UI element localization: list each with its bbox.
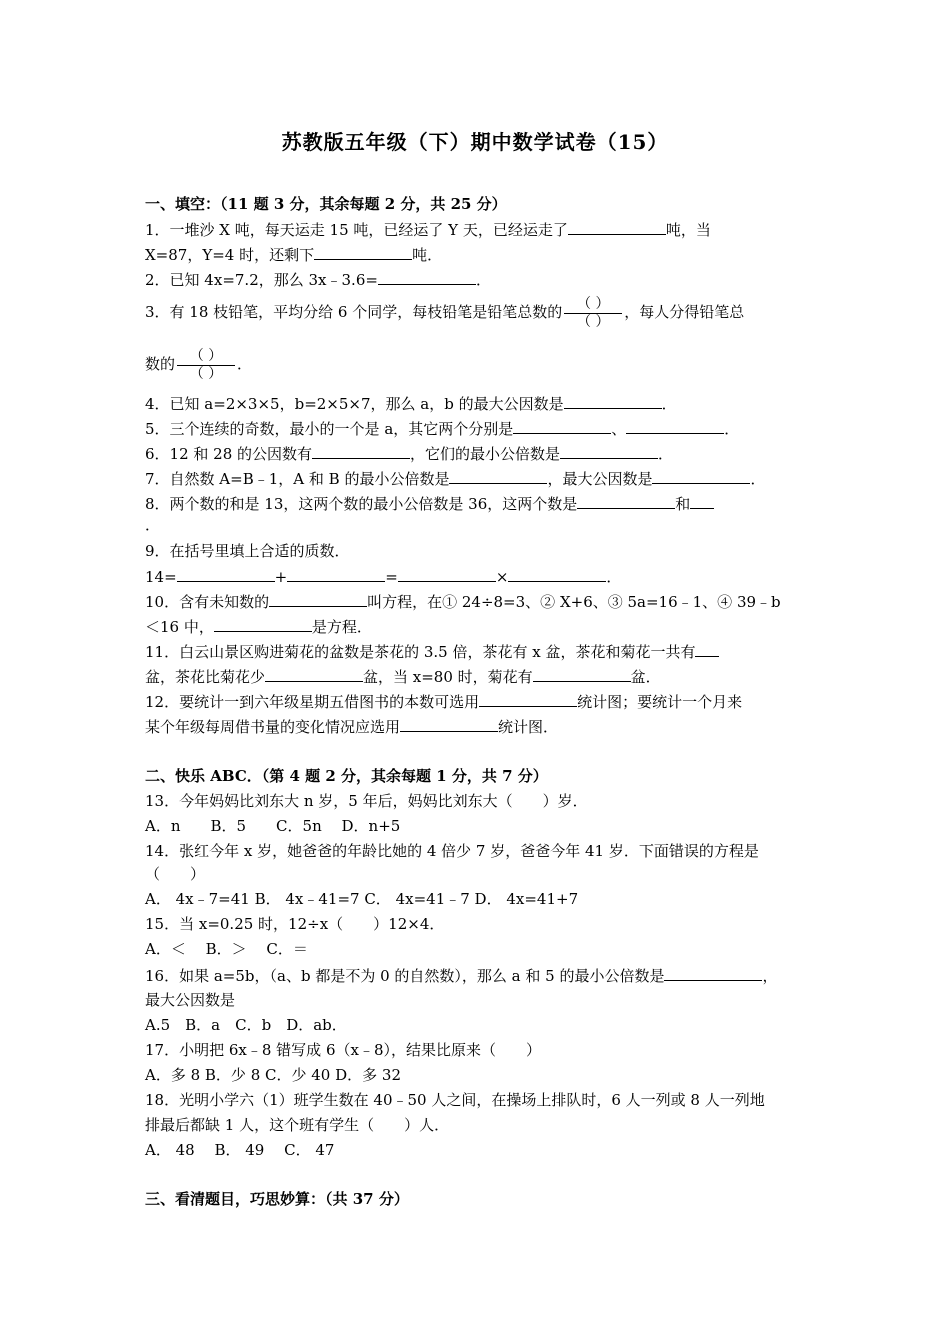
question-18-options: A． 48 B． 49 C． 47 [145, 1141, 335, 1159]
question-6: 6．12 和 28 的公因数有 ，它们的最小公倍数是 ． [145, 445, 674, 463]
answer-blank[interactable] [564, 393, 662, 409]
question-16-options: A.5 B．a C．b D．ab． [145, 1016, 347, 1034]
section-heading-fill: 一、填空：（11 题 3 分，其余每题 2 分，共 25 分） [145, 195, 507, 213]
answer-blank[interactable] [533, 666, 631, 682]
answer-blank[interactable] [449, 468, 547, 484]
section-heading-calc: 三、看清题目，巧思妙算：（共 37 分） [145, 1190, 409, 1208]
question-12: 12．要统计一到六年级星期五借图书的本数可选用 统计图；要统计一个月来 [145, 693, 743, 711]
question-8-cont: ． [145, 516, 161, 534]
question-10: 10．含有未知数的 叫方程，在① 24÷8=3、② X+6、③ 5a=16﹣1、④ 39﹣b [145, 593, 781, 611]
question-16-cont: 最大公因数是 [145, 991, 236, 1009]
question-14-options: A． 4x﹣7=41 B． 4x﹣41=7 C． 4x=41﹣7 D． 4x=41+7 [145, 890, 579, 908]
answer-blank[interactable] [513, 418, 611, 434]
answer-blank[interactable] [652, 468, 750, 484]
question-18: 18．光明小学六（1）班学生数在 40﹣50 人之间，在操场上排队时，6 人一列或 8 人一列地 [145, 1091, 765, 1109]
question-13: 13．今年妈妈比刘东大 n 岁，5 年后，妈妈比刘东大（ ）岁． [145, 792, 588, 810]
question-15-options: A．＜ B．＞ C．＝ [145, 940, 308, 958]
answer-blank[interactable] [214, 616, 312, 632]
question-16: 16．如果 a=5b，（a、b 都是不为 0 的自然数），那么 a 和 5 的最小公倍数是 ， [145, 967, 778, 985]
answer-blank[interactable] [177, 566, 275, 582]
question-9-equation: 14= + = × ． [145, 568, 622, 586]
question-7: 7．自然数 A=B﹣1，A 和 B 的最小公倍数是 ，最大公因数是 ． [145, 470, 766, 488]
answer-blank[interactable] [287, 566, 385, 582]
fraction-blank[interactable]: $\frac{( )}{( )}$ [562, 296, 624, 331]
question-1: 1．一堆沙 X 吨，每天运走 15 吨，已经运了 Y 天，已经运走了 吨，当 [145, 221, 711, 239]
answer-blank[interactable] [568, 219, 666, 235]
question-14-paren: （ ） [145, 865, 206, 883]
question-10-cont: ＜16 中， 是方程． [145, 618, 372, 636]
question-11: 11．白云山景区购进菊花的盆数是茶花的 3.5 倍，茶花有 x 盆，茶花和菊花一共有 [145, 641, 719, 662]
question-11-cont: 盆，茶花比菊花少 盆，当 x=80 时，菊花有 盆． [145, 668, 661, 686]
question-17-options: A．多 8 B．少 8 C．少 40 D．多 32 [145, 1066, 401, 1084]
question-9: 9．在括号里填上合适的质数． [145, 542, 350, 560]
answer-blank[interactable] [314, 244, 412, 260]
answer-blank[interactable] [560, 443, 658, 459]
question-13-options: A．n B．5 C．5n D．n+5 [145, 817, 401, 835]
question-15: 15．当 x=0.25 时，12÷x（ ）12×4． [145, 915, 445, 933]
question-1-cont: X=87，Y=4 时，还剩下 吨． [145, 246, 443, 264]
question-5: 5．三个连续的奇数，最小的一个是 a，其它两个分别是 、 ． [145, 420, 740, 438]
answer-blank[interactable] [400, 716, 498, 732]
answer-blank[interactable] [398, 566, 496, 582]
question-12-cont: 某个年级每周借书量的变化情况应选用 统计图． [145, 718, 559, 736]
answer-blank[interactable] [577, 493, 675, 509]
answer-blank[interactable] [265, 666, 363, 682]
answer-blank[interactable] [378, 269, 476, 285]
question-18-cont: 排最后都缺 1 人，这个班有学生（ ）人． [145, 1116, 450, 1134]
answer-blank[interactable] [269, 591, 367, 607]
page-title: 苏教版五年级（下）期中数学试卷（15） [281, 130, 669, 154]
question-3-cont: 数的 $\frac{( )}{( )}$ ． [145, 347, 253, 382]
question-3: 3．有 18 枝铅笔，平均分给 6 个同学，每枝铅笔是铅笔总数的 $\frac{( )}{( )}$ ，每人分得铅笔总 [145, 295, 745, 330]
question-2: 2．已知 4x=7.2，那么 3x﹣3.6= ． [145, 271, 491, 289]
answer-blank[interactable] [312, 443, 410, 459]
section-heading-choice: 二、快乐 ABC．（第 4 题 2 分，其余每题 1 分，共 7 分） [145, 767, 548, 785]
question-8: 8．两个数的和是 13，这两个数的最小公倍数是 36，这两个数是 和 [145, 493, 714, 514]
answer-blank[interactable] [508, 566, 606, 582]
answer-blank[interactable] [690, 493, 714, 509]
question-4: 4．已知 a=2×3×5，b=2×5×7，那么 a，b 的最大公因数是 ． [145, 395, 677, 413]
answer-blank[interactable] [695, 641, 719, 657]
answer-blank[interactable] [479, 691, 577, 707]
question-14: 14．张红今年 x 岁，她爸爸的年龄比她的 4 倍少 7 岁，爸爸今年 41 岁．下面错误的方程是 [145, 842, 759, 860]
answer-blank[interactable] [626, 418, 724, 434]
answer-blank[interactable] [664, 965, 762, 981]
question-17: 17．小明把 6x﹣8 错写成 6（x﹣8），结果比原来（ ） [145, 1041, 541, 1059]
fraction-blank[interactable]: $\frac{( )}{( )}$ [175, 348, 237, 383]
